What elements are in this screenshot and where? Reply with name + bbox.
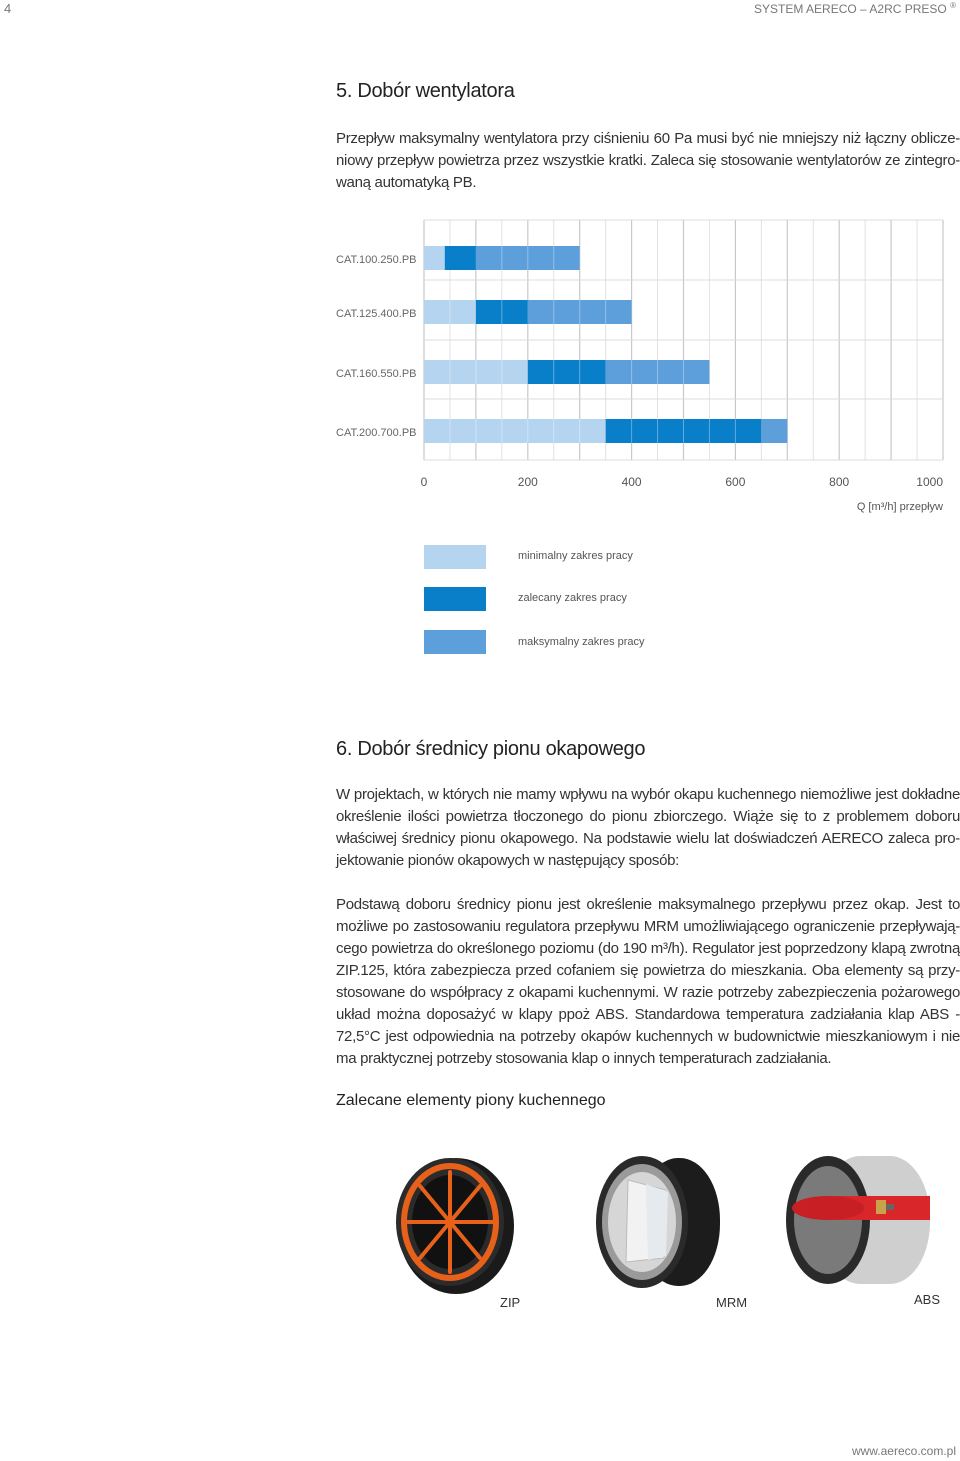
section5-line: waną automatyką PB. [336, 174, 477, 191]
zip-valve-image [388, 1148, 518, 1298]
section6-paragraph-1 [336, 784, 960, 872]
registered-mark: ® [950, 1, 956, 10]
section6-p2-line: układ można doposażyć w klapy ppoż ABS. Standardowa temperatura zadziałania klap ABS - [336, 1006, 960, 1023]
section6-p2-line: 72,5°C jest odpowiednia na potrzeby okapów kuchennych w budownictwie mieszkaniowym i nie [336, 1028, 960, 1045]
category-label: CAT.200.700.PB [336, 427, 417, 439]
bar-segment [424, 246, 445, 270]
caption-abs: ABS [914, 1292, 941, 1307]
x-tick-label: 600 [725, 475, 746, 489]
page-number: 4 [4, 1, 12, 16]
section6-p2-line: Podstawą doboru średnicy pionu jest określenie maksymalnego przepływu przez okap. Jest to [336, 896, 960, 913]
running-header-title: SYSTEM AERECO – A2RC PRESO [754, 2, 947, 16]
section6-p1-line: jektowanie pionów okapowych w następujący sposób: [336, 852, 680, 869]
section6-p2-line: cego powietrza do określonego poziomu (do 190 m³/h). Regulator jest poprzedzony klapą zwrotną [336, 940, 960, 957]
products-heading: Zalecane elementy piony kuchennego [336, 1092, 606, 1109]
legend-swatch-max [424, 630, 486, 654]
x-tick-label: 0 [420, 475, 428, 489]
bar-segment [528, 360, 606, 384]
section6-p1-line: W projektach, w których nie mamy wpływu na wybór okapu kuchennego niemożliwe jest dokładne [336, 786, 960, 803]
section5-line: Przepływ maksymalny wentylatora przy ciśnieniu 60 Pa musi być nie mniejszy niż łączny oblicze- [336, 130, 960, 147]
section6-p2-line: ZIP.125, która zabezpiecza przed cofaniem się powietrza do mieszkania. Oba elementy są przy- [336, 962, 960, 979]
running-header [754, 1, 956, 16]
section6-p1-line: właściwej średnicy pionu okapowego. Na podstawie wielu lat doświadczeń AERECO zaleca pro- [336, 830, 960, 847]
section6-p2-line: ma praktycznej potrzeby stosowania klap o innych temperaturach zadziałania. [336, 1050, 832, 1067]
section5-paragraph [336, 128, 960, 194]
x-tick-label: 800 [829, 475, 850, 489]
mrm-regulator-image [588, 1150, 728, 1295]
category-label: CAT.125.400.PB [336, 308, 417, 320]
section5-line: niowy przepływ powietrza przez wszystkie kratki. Zaleca się stosowanie wentylatorów ze zintegro- [336, 152, 960, 169]
caption-zip: ZIP [500, 1295, 521, 1310]
x-tick-label: 1000 [916, 475, 943, 489]
section6-p1-line: określenie ilości powietrza tłoczonego do pionu zbiorczego. Wiąże się to z problemem doboru [336, 808, 960, 825]
footer-url: www.aereco.com.pl [851, 1444, 956, 1458]
section6-p2-line: stosowane do współpracy z okapami kuchennymi. W razie potrzeby zabezpieczenia pożarowego [336, 984, 960, 1001]
section5-heading: 5. Dobór wentylatora [336, 80, 515, 102]
bar-segment [445, 246, 476, 270]
x-axis-label: Q [m³/h] przepływ [856, 501, 943, 513]
section6-paragraph-2 [336, 894, 960, 1070]
abs-damper-image [780, 1150, 940, 1290]
bar-segment [424, 419, 606, 443]
section6-heading: 6. Dobór średnicy pionu okapowego [336, 738, 646, 760]
bar-segment [761, 419, 787, 443]
legend-swatch-rec [424, 587, 486, 611]
legend-label-min: minimalny zakres pracy [518, 550, 633, 562]
legend-label-rec: zalecany zakres pracy [518, 592, 627, 604]
x-tick-label: 400 [621, 475, 642, 489]
legend-label-max: maksymalny zakres pracy [518, 636, 645, 648]
x-tick-label: 200 [517, 475, 538, 489]
legend-swatch-min [424, 545, 486, 569]
category-label: CAT.160.550.PB [336, 368, 417, 380]
caption-mrm: MRM [716, 1295, 748, 1310]
section6-p2-line: możliwe po zastosowaniu regulatora przepływu MRM umożliwiającego ograniczenie przepływają- [336, 918, 960, 935]
category-label: CAT.100.250.PB [336, 254, 417, 266]
